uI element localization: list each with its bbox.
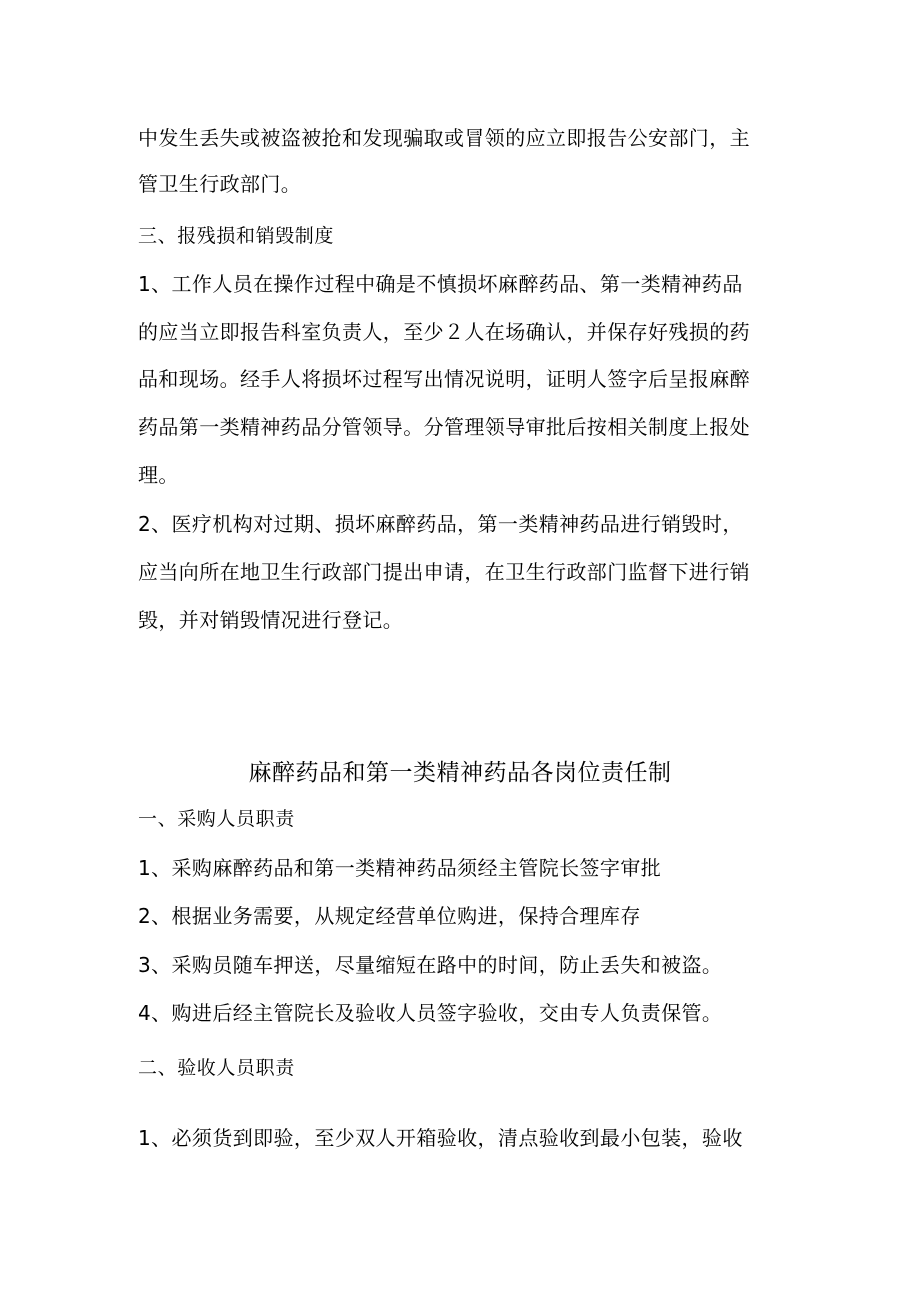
list-item: 2、根据业务需要，从规定经营单位购进，保持合理库存 [138,904,641,928]
paragraph-line: 理。 [138,463,179,487]
paragraph-line: 毁，并对销毁情况进行登记。 [138,608,404,632]
list-item: 4、购进后经主管院长及验收人员签字验收，交由专人负责保管。 [138,1001,723,1025]
paragraph-line: 药品第一类精神药品分管领导。分管理领导审批后按相关制度上报处 [138,415,750,439]
list-item: 1、必须货到即验，至少双人开箱验收，清点验收到最小包装，验收 [138,1126,743,1150]
list-item: 1、采购麻醉药品和第一类精神药品须经主管院长签字审批 [138,856,662,880]
paragraph-line: 应当向所在地卫生行政部门提出申请，在卫生行政部门监督下进行销 [138,560,750,584]
paragraph-line: 中发生丢失或被盗被抢和发现骗取或冒领的应立即报告公安部门，主 [138,126,750,150]
paragraph-line: 的应当立即报告科室负责人，至少２人在场确认，并保存好残损的药 [138,320,750,344]
paragraph-line: 品和现场。经手人将损坏过程写出情况说明，证明人签字后呈报麻醉 [138,367,750,391]
list-item: 3、采购员随车押送，尽量缩短在路中的时间，防止丢失和被盗。 [138,953,723,977]
paragraph-line: 管卫生行政部门。 [138,172,302,196]
section-heading-3: 三、报残损和销毁制度 [138,225,335,247]
paragraph-line: 2、医疗机构对过期、损坏麻醉药品，第一类精神药品进行销毁时， [138,512,743,536]
paragraph-line: 1、工作人员在操作过程中确是不慎损坏麻醉药品、第一类精神药品 [138,272,743,296]
section-heading-1: 一、采购人员职责 [138,808,295,830]
section-heading-2: 二、验收人员职责 [138,1057,295,1079]
document-title: 麻醉药品和第一类精神药品各岗位责任制 [248,760,672,786]
